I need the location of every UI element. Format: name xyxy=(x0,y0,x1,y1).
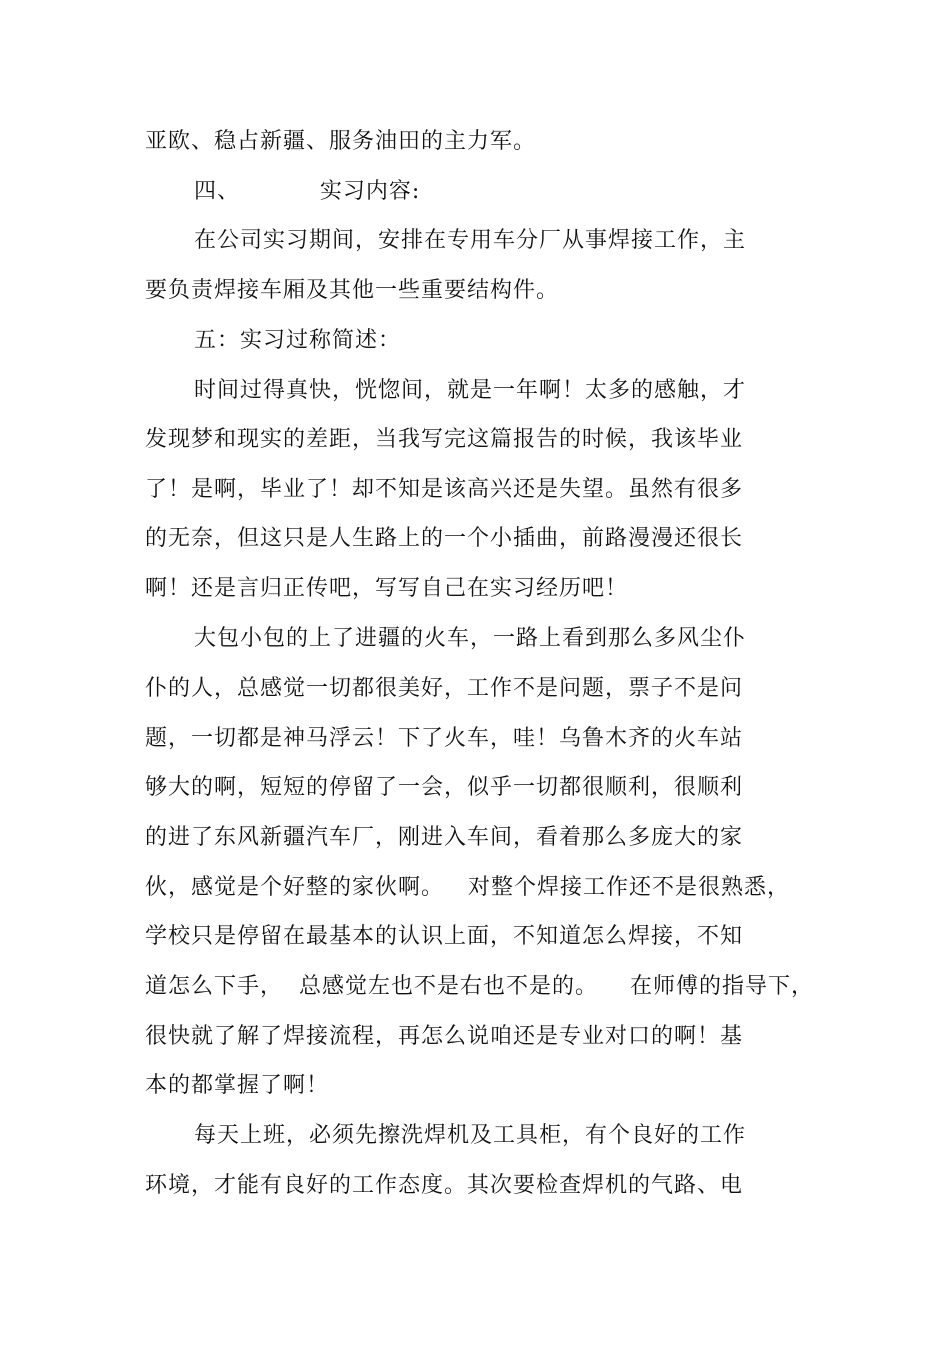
text-line: 本的都掌握了啊！ xyxy=(145,1073,330,1098)
text-line: 发现梦和现实的差距，当我写完这篇报告的时候，我该毕业 xyxy=(145,427,744,452)
text-line: 的进了东风新疆汽车厂，刚进入车间，看着那么多庞大的家 xyxy=(145,825,744,850)
text-line: 仆的人，总感觉一切都很美好，工作不是问题，票子不是问 xyxy=(145,676,744,701)
text-line: 啊！还是言归正传吧，写写自己在实习经历吧！ xyxy=(145,576,629,601)
text-line: 要负责焊接车厢及其他一些重要结构件。 xyxy=(145,278,560,303)
text-line: 环境，才能有良好的工作态度。其次要检查焊机的气路、电 xyxy=(145,1173,744,1198)
text-line: 道怎么下手， 总感觉左也不是右也不是的。 在师傅的指导下， xyxy=(145,974,814,999)
section-heading: 五：实习过称简述： xyxy=(194,328,402,353)
text-line: 了！是啊，毕业了！却不知是该高兴还是失望。虽然有很多 xyxy=(145,477,744,502)
text-line: 伙，感觉是个好整的家伙啊。 对整个焊接工作还不是很熟悉， xyxy=(145,875,790,900)
text-line: 亚欧、稳占新疆、服务油田的主力军。 xyxy=(145,129,537,154)
text-line: 很快就了解了焊接流程，再怎么说咱还是专业对口的啊！基 xyxy=(145,1024,744,1049)
text-line: 的无奈，但这只是人生路上的一个小插曲，前路漫漫还很长 xyxy=(145,526,744,551)
section-heading: 四、 实习内容: xyxy=(194,179,421,204)
text-line: 够大的啊，短短的停留了一会，似乎一切都很顺利，很顺利 xyxy=(145,775,744,800)
text-line: 时间过得真快，恍惚间，就是一年啊！太多的感触，才 xyxy=(194,378,747,403)
text-line: 在公司实习期间，安排在专用车分厂从事焊接工作，主 xyxy=(194,228,747,253)
text-line: 题，一切都是神马浮云！下了火车，哇！乌鲁木齐的火车站 xyxy=(145,726,744,751)
text-line: 大包小包的上了进疆的火车，一路上看到那么多风尘仆 xyxy=(194,626,747,651)
text-line: 每天上班，必须先擦洗焊机及工具柜，有个良好的工作 xyxy=(194,1123,747,1148)
text-line: 学校只是停留在最基本的认识上面，不知道怎么焊接，不知 xyxy=(145,924,744,949)
